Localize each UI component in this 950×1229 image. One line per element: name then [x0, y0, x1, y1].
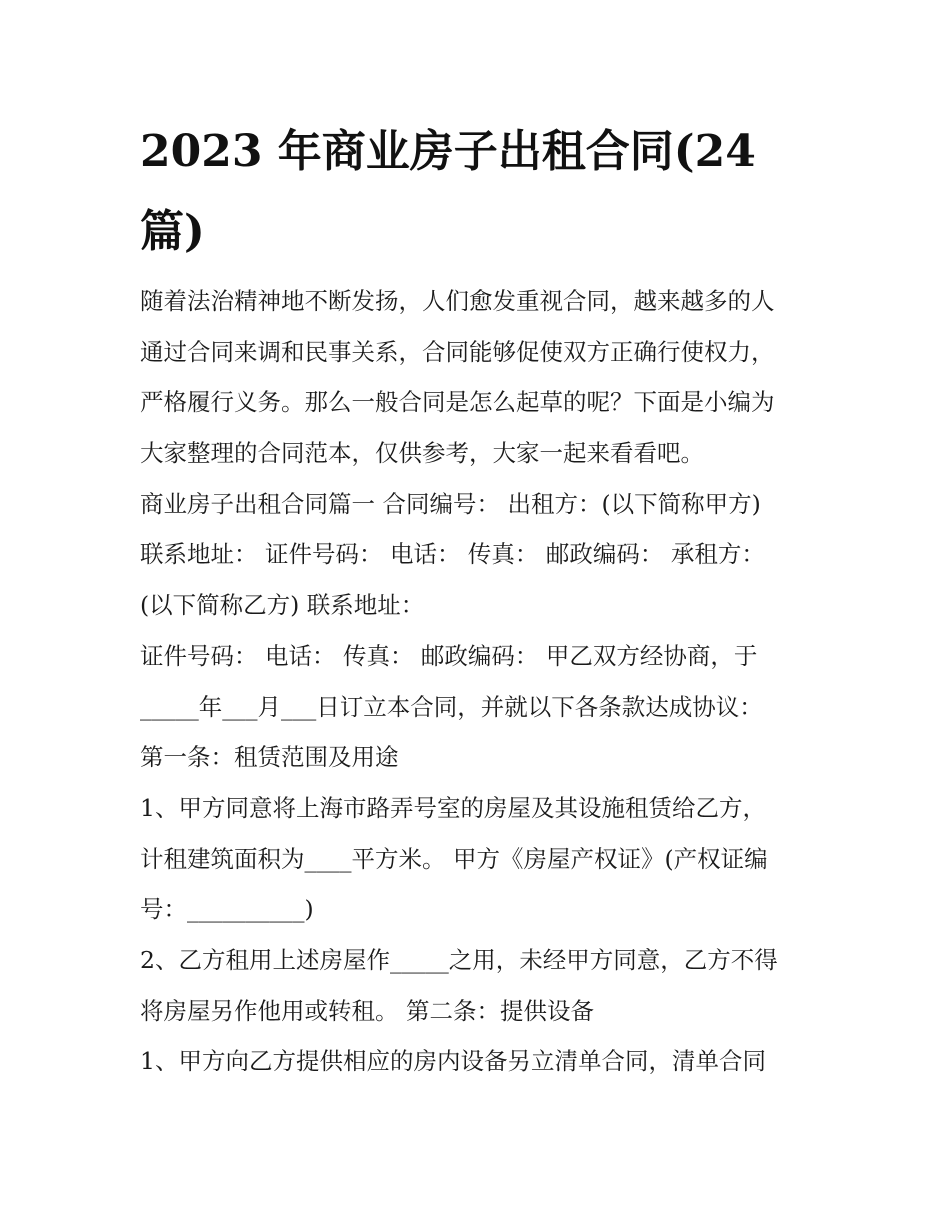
- body-line-16: 1、甲方向乙方提供相应的房内设备另立清单合同，清单合同: [140, 1047, 766, 1076]
- body-line-11: 1、甲方同意将上海市路弄号室的房屋及其设施租赁给乙方，: [140, 793, 766, 822]
- body-line-10: 第一条：租赁范围及用途: [140, 743, 399, 772]
- body-line-13: 号：__________): [140, 895, 314, 924]
- body-line-14: 2、乙方租用上述房屋作_____之用，未经甲方同意，乙方不得: [140, 945, 778, 974]
- body-line-12: 计租建筑面积为____平方米。 甲方《房屋产权证》(产权证编: [140, 844, 768, 873]
- body-line-8: 证件号码： 电话： 传真： 邮政编码： 甲乙双方经协商，于: [140, 641, 758, 670]
- body-line-1: 随着法治精神地不断发扬，人们愈发重视合同，越来越多的人: [140, 287, 775, 315]
- body-line-6: 联系地址： 证件号码： 电话： 传真： 邮政编码： 承租方：: [140, 540, 765, 569]
- body-line-7: (以下简称乙方) 联系地址：: [140, 591, 425, 620]
- document-body: [140, 276, 820, 1087]
- title-line-1: 2023 年商业房子出租合同(24: [140, 126, 756, 177]
- document-title: [140, 112, 820, 272]
- body-line-5: 商业房子出租合同篇一 合同编号： 出租方：(以下简称甲方): [140, 489, 761, 518]
- body-line-4: 大家整理的合同范本，仅供参考，大家一起来看看吧。: [140, 439, 704, 468]
- body-line-9: _____年___月___日订立本合同，并就以下各条款达成协议：: [140, 692, 763, 721]
- title-line-2: 篇): [140, 206, 205, 257]
- body-line-2: 通过合同来调和民事关系，合同能够促使双方正确行使权力，: [140, 337, 775, 366]
- body-line-3: 严格履行义务。那么一般合同是怎么起草的呢？下面是小编为: [140, 388, 775, 417]
- body-line-15: 将房屋另作他用或转租。 第二条：提供设备: [140, 996, 594, 1025]
